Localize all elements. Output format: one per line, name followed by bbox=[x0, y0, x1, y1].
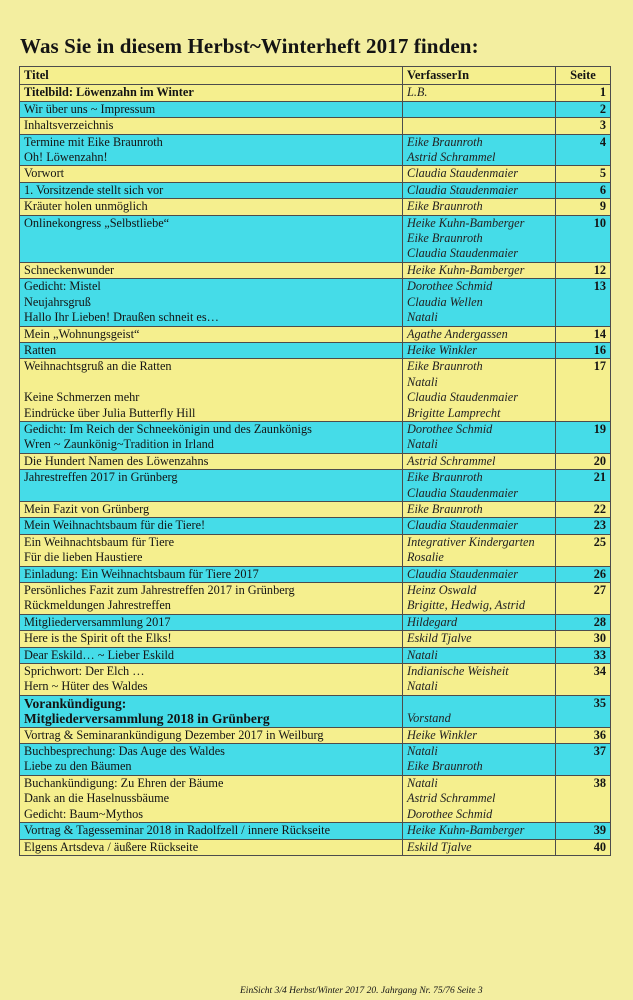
toc-author-line: Vorstand bbox=[407, 711, 451, 726]
toc-author-cell bbox=[403, 118, 556, 134]
toc-title-line: Schneckenwunder bbox=[24, 262, 115, 277]
toc-title-cell bbox=[20, 744, 403, 776]
toc-title-line: Gedicht: Mistel bbox=[24, 279, 101, 294]
page-footer: EinSicht 3/4 Herbst/Winter 2017 20. Jahrgang Nr. 75/76 Seite 3 bbox=[240, 986, 483, 996]
toc-row bbox=[20, 664, 611, 696]
toc-row bbox=[20, 118, 611, 134]
toc-title-line: Dank an die Haselnussbäume bbox=[24, 791, 170, 806]
toc-row bbox=[20, 614, 611, 630]
toc-title-cell bbox=[20, 839, 403, 855]
toc-row bbox=[20, 695, 611, 727]
toc-author-cell bbox=[403, 839, 556, 855]
toc-author-cell bbox=[403, 166, 556, 182]
toc-row bbox=[20, 215, 611, 262]
toc-title-line: Oh! Löwenzahn! bbox=[24, 150, 108, 165]
toc-author-cell bbox=[403, 453, 556, 469]
toc-author-line: Claudia Staudenmaier bbox=[407, 485, 519, 500]
toc-title-line: Vortrag & Seminarankündigung Dezember 2017 in Weilburg bbox=[24, 727, 324, 742]
toc-row bbox=[20, 421, 611, 453]
toc-title-cell bbox=[20, 215, 403, 262]
toc-page-number: 6 bbox=[556, 182, 611, 198]
toc-author-line: Eskild Tjalve bbox=[407, 839, 472, 854]
toc-row bbox=[20, 744, 611, 776]
toc-header-row bbox=[20, 67, 611, 85]
toc-author-line: Claudia Staudenmaier bbox=[407, 390, 519, 405]
toc-page-number: 38 bbox=[556, 775, 611, 822]
toc-row bbox=[20, 631, 611, 647]
toc-title-line: Vorankündigung: bbox=[24, 695, 127, 711]
toc-page-number: 20 bbox=[556, 453, 611, 469]
toc-author-cell bbox=[403, 518, 556, 534]
toc-row bbox=[20, 453, 611, 469]
toc-body bbox=[20, 85, 611, 856]
toc-author-line: Natali bbox=[407, 310, 438, 325]
toc-title-line: Here is the Spirit oft the Elks! bbox=[24, 631, 172, 646]
toc-page-number: 12 bbox=[556, 262, 611, 278]
toc-title-cell bbox=[20, 118, 403, 134]
toc-author-line: Eike Braunroth bbox=[407, 501, 483, 516]
toc-author-cell bbox=[403, 566, 556, 582]
toc-row bbox=[20, 583, 611, 615]
toc-page-number: 26 bbox=[556, 566, 611, 582]
toc-title-line: Gedicht: Baum~Mythos bbox=[24, 806, 144, 821]
toc-row bbox=[20, 727, 611, 743]
toc-author-line: Integrativer Kindergarten bbox=[407, 534, 535, 549]
toc-author-line: Natali bbox=[407, 744, 438, 759]
toc-title-cell bbox=[20, 262, 403, 278]
toc-author-line: Dorothee Schmid bbox=[407, 806, 493, 821]
toc-title-cell bbox=[20, 326, 403, 342]
toc-author-cell bbox=[403, 823, 556, 839]
toc-author-cell bbox=[403, 421, 556, 453]
toc-row bbox=[20, 101, 611, 117]
toc-author-cell bbox=[403, 470, 556, 502]
toc-row bbox=[20, 518, 611, 534]
toc-title-line: Persönliches Fazit zum Jahrestreffen 2017 in Grünberg bbox=[24, 583, 295, 597]
toc-row bbox=[20, 326, 611, 342]
toc-author-line: Dorothee Schmid bbox=[407, 421, 493, 436]
toc-author-line: Heike Kuhn-Bamberger bbox=[407, 215, 525, 230]
toc-row bbox=[20, 501, 611, 517]
toc-title-line: Wir über uns ~ Impressum bbox=[24, 101, 156, 116]
toc-author-cell bbox=[403, 85, 556, 101]
toc-page-number: 13 bbox=[556, 279, 611, 326]
toc-title-line: Ratten bbox=[24, 342, 57, 357]
toc-title-cell bbox=[20, 695, 403, 727]
toc-page-number: 19 bbox=[556, 421, 611, 453]
toc-author-cell bbox=[403, 614, 556, 630]
toc-author-line: Indianische Weisheit bbox=[407, 664, 509, 679]
toc-page-number: 28 bbox=[556, 614, 611, 630]
toc-author-line: Heike Kuhn-Bamberger bbox=[407, 823, 525, 838]
toc-author-cell bbox=[403, 695, 556, 727]
toc-page-number: 25 bbox=[556, 534, 611, 566]
toc-table bbox=[19, 66, 611, 856]
toc-title-cell bbox=[20, 631, 403, 647]
header-author: VerfasserIn bbox=[403, 67, 556, 85]
toc-title-line: Neujahrsgruß bbox=[24, 294, 91, 309]
header-title: Titel bbox=[20, 67, 403, 85]
toc-title-cell bbox=[20, 199, 403, 215]
toc-author-line: Agathe Andergassen bbox=[407, 326, 508, 341]
toc-author-line bbox=[407, 102, 551, 117]
toc-title-line: Mitgliederversammlung 2018 in Grünberg bbox=[24, 711, 270, 727]
toc-title-cell bbox=[20, 166, 403, 182]
toc-author-line bbox=[407, 118, 551, 133]
toc-title-line: Buchankündigung: Zu Ehren der Bäume bbox=[24, 775, 224, 790]
toc-page-number: 30 bbox=[556, 631, 611, 647]
toc-title-line bbox=[24, 246, 398, 261]
toc-title-cell bbox=[20, 421, 403, 453]
toc-author-line: Eike Braunroth bbox=[407, 359, 483, 374]
toc-title-line: Weihnachtsgruß an die Ratten bbox=[24, 359, 172, 374]
toc-page-number: 36 bbox=[556, 727, 611, 743]
toc-row bbox=[20, 566, 611, 582]
toc-page-number: 14 bbox=[556, 326, 611, 342]
toc-title-line: Inhaltsverzeichnis bbox=[24, 118, 114, 133]
toc-title-line: Onlinekongress „Selbstliebe“ bbox=[24, 215, 170, 230]
toc-row bbox=[20, 775, 611, 822]
header-page: Seite bbox=[556, 67, 611, 85]
toc-row bbox=[20, 839, 611, 855]
toc-page-number: 2 bbox=[556, 101, 611, 117]
toc-title-cell bbox=[20, 566, 403, 582]
toc-author-cell bbox=[403, 359, 556, 422]
toc-title-line: Jahrestreffen 2017 in Grünberg bbox=[24, 470, 178, 485]
toc-title-cell bbox=[20, 775, 403, 822]
toc-title-line: Vortrag & Tagesseminar 2018 in Radolfzell / innere Rückseite bbox=[24, 823, 331, 838]
toc-title-line: Mein Fazit von Grünberg bbox=[24, 501, 150, 516]
toc-title-line: Buchbesprechung: Das Auge des Waldes bbox=[24, 744, 225, 759]
toc-author-line: Natali bbox=[407, 679, 438, 694]
toc-author-line: Natali bbox=[407, 775, 438, 790]
toc-title-line: Kräuter holen unmöglich bbox=[24, 199, 148, 214]
toc-row bbox=[20, 182, 611, 198]
toc-title-line: Die Hundert Namen des Löwenzahns bbox=[24, 453, 209, 468]
toc-title-cell bbox=[20, 342, 403, 358]
toc-author-cell bbox=[403, 326, 556, 342]
toc-author-cell bbox=[403, 727, 556, 743]
toc-title-line: Gedicht: Im Reich der Schneekönigin und des Zaunkönigs bbox=[24, 421, 312, 436]
toc-title-line bbox=[24, 375, 398, 390]
page-title: Was Sie in diesem Herbst~Winterheft 2017 finden: bbox=[20, 34, 479, 58]
toc-title-line: Mitgliederversammlung 2017 bbox=[24, 614, 171, 629]
toc-author-line: Claudia Staudenmaier bbox=[407, 566, 519, 581]
toc-title-line bbox=[24, 231, 398, 246]
toc-row bbox=[20, 85, 611, 101]
toc-title-cell bbox=[20, 279, 403, 326]
toc-author-line: Heike Kuhn-Bamberger bbox=[407, 262, 525, 277]
toc-title-line: 1. Vorsitzende stellt sich vor bbox=[24, 182, 164, 197]
toc-title-cell bbox=[20, 85, 403, 101]
toc-page-number: 37 bbox=[556, 744, 611, 776]
toc-page-number: 4 bbox=[556, 134, 611, 166]
toc-author-line: Astrid Schrammel bbox=[407, 791, 496, 806]
toc-title-line: Vorwort bbox=[24, 166, 65, 181]
toc-author-cell bbox=[403, 744, 556, 776]
toc-title-line: Mein „Wohnungsgeist“ bbox=[24, 326, 140, 341]
toc-author-cell bbox=[403, 631, 556, 647]
toc-row bbox=[20, 262, 611, 278]
toc-author-cell bbox=[403, 775, 556, 822]
toc-author-cell bbox=[403, 262, 556, 278]
toc-author-line: Heinz Oswald bbox=[407, 583, 477, 597]
toc-author-line: Dorothee Schmid bbox=[407, 279, 493, 294]
toc-author-cell bbox=[403, 583, 556, 615]
toc-author-line: L.B. bbox=[407, 85, 428, 100]
toc-author-line: Brigitte, Hedwig, Astrid bbox=[407, 598, 525, 613]
toc-author-line: Heike Winkler bbox=[407, 727, 477, 742]
toc-row bbox=[20, 279, 611, 326]
toc-author-cell bbox=[403, 664, 556, 696]
toc-author-line: Claudia Staudenmaier bbox=[407, 246, 519, 261]
toc-row bbox=[20, 534, 611, 566]
toc-author-line: Astrid Schrammel bbox=[407, 453, 496, 468]
toc-author-cell bbox=[403, 134, 556, 166]
toc-title-line: Hern ~ Hüter des Waldes bbox=[24, 679, 148, 694]
toc-title-cell bbox=[20, 534, 403, 566]
toc-author-line: Eike Braunroth bbox=[407, 470, 483, 485]
toc-title-cell bbox=[20, 727, 403, 743]
toc-author-cell bbox=[403, 199, 556, 215]
toc-row bbox=[20, 823, 611, 839]
toc-title-cell bbox=[20, 823, 403, 839]
toc-author-line: Claudia Staudenmaier bbox=[407, 166, 519, 181]
toc-author-line: Eike Braunroth bbox=[407, 231, 483, 246]
toc-title-line: Liebe zu den Bäumen bbox=[24, 759, 132, 774]
toc-author-line: Eike Braunroth bbox=[407, 134, 483, 149]
toc-row bbox=[20, 342, 611, 358]
toc-author-cell bbox=[403, 342, 556, 358]
toc-title-cell bbox=[20, 182, 403, 198]
toc-author-line bbox=[407, 696, 551, 711]
toc-title-cell bbox=[20, 470, 403, 502]
toc-title-line bbox=[24, 486, 398, 501]
toc-page-number: 9 bbox=[556, 199, 611, 215]
toc-author-line: Heike Winkler bbox=[407, 342, 477, 357]
toc-page-number: 3 bbox=[556, 118, 611, 134]
toc-title-line: Einladung: Ein Weihnachtsbaum für Tiere 2017 bbox=[24, 566, 259, 581]
toc-page-number: 10 bbox=[556, 215, 611, 262]
toc-title-cell bbox=[20, 664, 403, 696]
toc-page-number: 5 bbox=[556, 166, 611, 182]
toc-author-cell bbox=[403, 534, 556, 566]
toc-row bbox=[20, 134, 611, 166]
toc-page-number: 17 bbox=[556, 359, 611, 422]
toc-row bbox=[20, 359, 611, 422]
toc-title-line: Hallo Ihr Lieben! Draußen schneit es… bbox=[24, 310, 219, 325]
toc-author-cell bbox=[403, 501, 556, 517]
toc-title-cell bbox=[20, 359, 403, 422]
toc-author-line: Natali bbox=[407, 437, 438, 452]
toc-author-line: Eskild Tjalve bbox=[407, 631, 472, 646]
toc-author-line: Claudia Wellen bbox=[407, 294, 483, 309]
toc-author-line: Eike Braunroth bbox=[407, 759, 483, 774]
toc-page-number: 22 bbox=[556, 501, 611, 517]
toc-author-line: Claudia Staudenmaier bbox=[407, 182, 519, 197]
toc-title-cell bbox=[20, 101, 403, 117]
toc-title-line: Sprichwort: Der Elch … bbox=[24, 664, 145, 679]
toc-page-number: 39 bbox=[556, 823, 611, 839]
toc-title-line: Termine mit Eike Braunroth bbox=[24, 134, 163, 149]
toc-title-line: Für die lieben Haustiere bbox=[24, 550, 143, 565]
toc-title-line: Dear Eskild… ~ Lieber Eskild bbox=[24, 647, 175, 662]
toc-title-line: Mein Weihnachtsbaum für die Tiere! bbox=[24, 518, 206, 533]
toc-author-line: Astrid Schrammel bbox=[407, 150, 496, 165]
toc-page-number: 35 bbox=[556, 695, 611, 727]
toc-row bbox=[20, 470, 611, 502]
toc-author-line: Claudia Staudenmaier bbox=[407, 518, 519, 533]
toc-title-cell bbox=[20, 647, 403, 663]
toc-author-cell bbox=[403, 647, 556, 663]
toc-page-number: 33 bbox=[556, 647, 611, 663]
toc-title-cell bbox=[20, 518, 403, 534]
toc-title-cell bbox=[20, 501, 403, 517]
toc-row bbox=[20, 166, 611, 182]
toc-page-number: 1 bbox=[556, 85, 611, 101]
toc-page-number: 16 bbox=[556, 342, 611, 358]
toc-page-number: 27 bbox=[556, 583, 611, 615]
toc-author-cell bbox=[403, 101, 556, 117]
toc-author-line: Natali bbox=[407, 647, 438, 662]
toc-title-line: Keine Schmerzen mehr bbox=[24, 390, 140, 405]
toc-author-cell bbox=[403, 279, 556, 326]
toc-title-cell bbox=[20, 583, 403, 615]
toc-title-line: Elgens Artsdeva / äußere Rückseite bbox=[24, 839, 199, 854]
toc-page-number: 21 bbox=[556, 470, 611, 502]
toc-page-number: 34 bbox=[556, 664, 611, 696]
toc-title-line: Rückmeldungen Jahrestreffen bbox=[24, 598, 171, 613]
toc-title-line: Wren ~ Zaunkönig~Tradition in Irland bbox=[24, 437, 214, 452]
toc-title-line: Titelbild: Löwenzahn im Winter bbox=[24, 85, 194, 100]
toc-title-line: Ein Weihnachtsbaum für Tiere bbox=[24, 534, 175, 549]
toc-title-line: Eindrücke über Julia Butterfly Hill bbox=[24, 405, 196, 420]
toc-title-cell bbox=[20, 134, 403, 166]
toc-page-number: 23 bbox=[556, 518, 611, 534]
toc-author-line: Rosalie bbox=[407, 550, 444, 565]
toc-row bbox=[20, 647, 611, 663]
toc-author-line: Brigitte Lamprecht bbox=[407, 405, 501, 420]
toc-page-number: 40 bbox=[556, 839, 611, 855]
toc-author-line: Natali bbox=[407, 374, 438, 389]
toc-title-cell bbox=[20, 453, 403, 469]
toc-author-line: Eike Braunroth bbox=[407, 199, 483, 214]
toc-author-line: Hildegard bbox=[407, 614, 458, 629]
toc-author-cell bbox=[403, 182, 556, 198]
toc-row bbox=[20, 199, 611, 215]
toc-author-cell bbox=[403, 215, 556, 262]
toc-title-cell bbox=[20, 614, 403, 630]
